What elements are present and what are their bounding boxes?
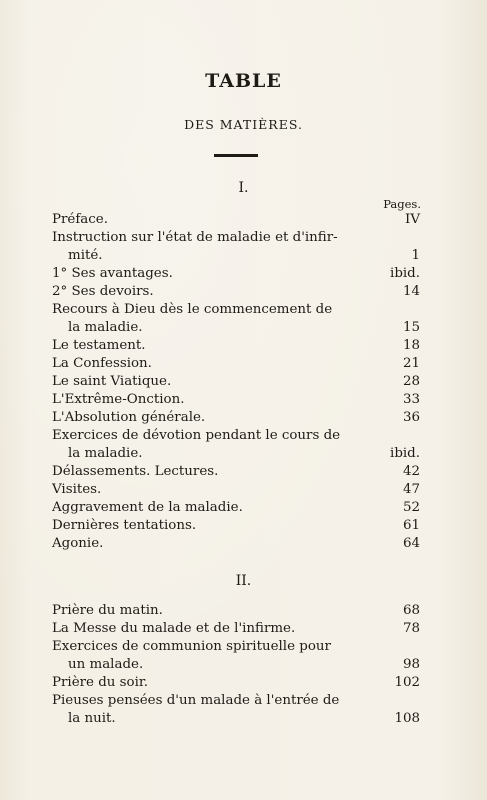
- toc-entry-page: ibid.: [390, 266, 420, 281]
- toc-entry: [52, 337, 420, 355]
- toc-entry: [52, 674, 420, 692]
- toc-entry-title: Le saint Viatique.: [52, 374, 172, 389]
- toc-entry-title: Recours à Dieu dès le commencement de: [52, 302, 333, 317]
- title-divider: [214, 154, 258, 157]
- toc-entry: [52, 620, 420, 638]
- toc-entry-title: un malade.: [68, 657, 144, 672]
- toc-entry-page: 14: [402, 284, 420, 299]
- toc-entry-page: 64: [402, 536, 420, 551]
- toc-entry-title: mité.: [68, 248, 103, 263]
- toc-entry-page: 98: [402, 657, 420, 672]
- toc-entry-page: 1: [411, 248, 420, 263]
- toc-entry-page: 78: [402, 621, 420, 636]
- toc-entry-title: La Messe du malade et de l'infirme.: [52, 621, 296, 636]
- toc-entry: [52, 355, 420, 373]
- toc-entry-title: Prière du matin.: [52, 603, 163, 618]
- toc-entry: [52, 301, 420, 319]
- toc-entry-page: ibid.: [390, 446, 420, 461]
- toc-entry-title: La Confession.: [52, 356, 152, 371]
- toc-entry-page: 33: [402, 392, 420, 407]
- toc-entry-title: Pieuses pensées d'un malade à l'entrée de: [52, 693, 340, 708]
- toc-entry-page: 108: [394, 711, 420, 726]
- toc-entry: [52, 710, 420, 728]
- toc-entry-title: Aggravement de la maladie.: [52, 500, 243, 515]
- toc-entry: [52, 211, 420, 229]
- page-title: TABLE: [205, 70, 282, 92]
- toc-entry: [52, 409, 420, 427]
- toc-entry-page: 61: [402, 518, 420, 533]
- toc-entry-title: Visites.: [52, 482, 102, 497]
- toc-entry-title: Dernières tentations.: [52, 518, 197, 533]
- toc-section-2: [52, 602, 420, 728]
- toc-entry-title: Délassements. Lectures.: [52, 464, 219, 479]
- section-heading-2: II.: [235, 573, 252, 589]
- toc-entry-title: 2° Ses devoirs.: [52, 284, 154, 299]
- page-subtitle: DES MATIÈRES.: [184, 117, 303, 132]
- toc-entry: [52, 602, 420, 620]
- toc-entry-page: 28: [402, 374, 420, 389]
- toc-entry-title: la maladie.: [68, 320, 143, 335]
- toc-entry: [52, 247, 420, 265]
- toc-entry-title: L'Extrême-Onction.: [52, 392, 185, 407]
- toc-entry-title: Le testament.: [52, 338, 146, 353]
- toc-entry: [52, 319, 420, 337]
- toc-section-1: [52, 211, 420, 553]
- toc-entry-title: la nuit.: [68, 711, 116, 726]
- toc-entry: [52, 373, 420, 391]
- toc-entry: [52, 499, 420, 517]
- toc-entry-title: Préface.: [52, 212, 108, 227]
- toc-entry: [52, 535, 420, 553]
- toc-entry-page: 42: [402, 464, 420, 479]
- toc-entry: [52, 229, 420, 247]
- toc-entry-page: 36: [402, 410, 420, 425]
- toc-entry: [52, 265, 420, 283]
- toc-entry-page: 68: [402, 603, 420, 618]
- toc-entry-page: IV: [405, 212, 420, 227]
- pages-column-label: Pages.: [383, 197, 421, 211]
- toc-entry: [52, 638, 420, 656]
- toc-entry-title: Agonie.: [52, 536, 104, 551]
- section-heading-1: I.: [238, 180, 249, 196]
- toc-entry: [52, 427, 420, 445]
- toc-entry: [52, 463, 420, 481]
- toc-entry-page: 47: [402, 482, 420, 497]
- toc-entry: [52, 445, 420, 463]
- toc-entry-title: la maladie.: [68, 446, 143, 461]
- toc-entry-page: 52: [402, 500, 420, 515]
- toc-entry-title: Prière du soir.: [52, 675, 149, 690]
- toc-entry: [52, 391, 420, 409]
- toc-entry: [52, 517, 420, 535]
- toc-entry-title: Exercices de communion spirituelle pour: [52, 639, 331, 654]
- toc-entry-page: 102: [394, 675, 420, 690]
- toc-entry-page: 21: [402, 356, 420, 371]
- toc-entry-title: 1° Ses avantages.: [52, 266, 173, 281]
- toc-entry-title: Exercices de dévotion pendant le cours de: [52, 428, 341, 443]
- toc-entry: [52, 692, 420, 710]
- toc-entry-title: L'Absolution générale.: [52, 410, 206, 425]
- toc-entry-title: Instruction sur l'état de maladie et d'infir-: [52, 230, 338, 245]
- toc-entry: [52, 283, 420, 301]
- toc-entry: [52, 481, 420, 499]
- toc-entry: [52, 656, 420, 674]
- toc-entry-page: 15: [402, 320, 420, 335]
- toc-entry-page: 18: [402, 338, 420, 353]
